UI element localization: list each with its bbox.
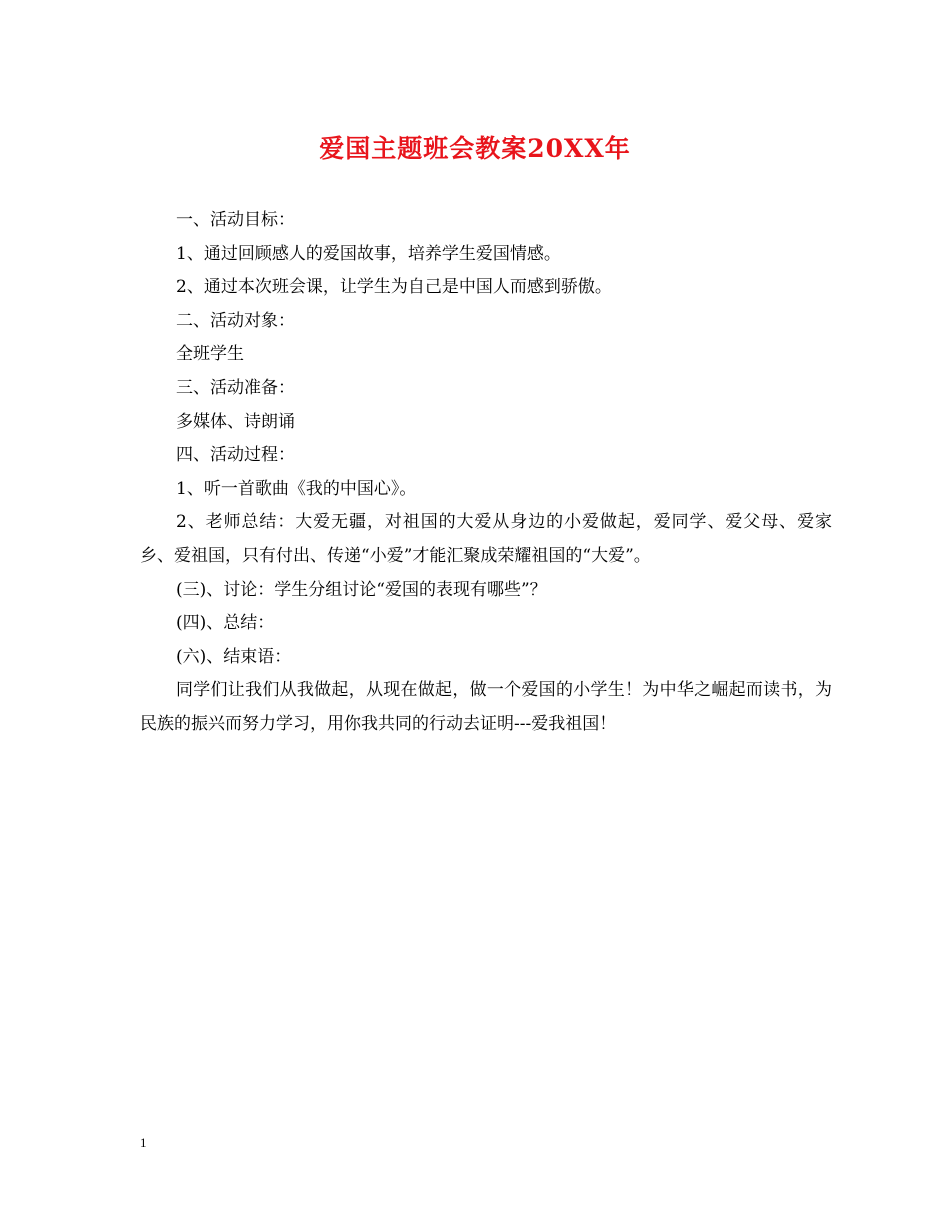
paragraph-process-1: 1、听一首歌曲《我的中国心》。 xyxy=(176,478,417,499)
paragraph-closing-heading: (六)、结束语： xyxy=(176,646,292,667)
paragraph-goal-2: 2、通过本次班会课，让学生为自己是中国人而感到骄傲。 xyxy=(176,277,612,298)
paragraph-discussion: (三)、讨论：学生分组讨论“爱国的表现有哪些”？ xyxy=(176,579,547,600)
document-title: 爱国主题班会教案20XX年 xyxy=(319,134,631,163)
paragraph-section-4-heading: 四、活动过程： xyxy=(176,445,295,466)
paragraph-process-2: 2、老师总结：大爱无疆，对祖国的大爱从身边的小爱做起，爱同学、爱父母、爱家乡、爱祖国，只有付出、传递“小爱”才能汇聚成荣耀祖国的“大爱”。 xyxy=(140,512,832,566)
paragraph-preparation: 多媒体、诗朗诵 xyxy=(176,411,295,432)
page-number: 1 xyxy=(140,1135,147,1150)
paragraph-section-2-heading: 二、活动对象： xyxy=(176,310,295,331)
paragraph-summary-heading: (四)、总结： xyxy=(176,613,275,634)
paragraph-closing-remarks: 同学们让我们从我做起，从现在做起，做一个爱国的小学生！为中华之崛起而读书，为民族的振兴而努力学习，用你我共同的行动去证明---爱我祖国！ xyxy=(140,680,832,734)
paragraph-target-audience: 全班学生 xyxy=(176,344,244,365)
document-body xyxy=(140,204,832,742)
paragraph-section-3-heading: 三、活动准备： xyxy=(176,377,295,398)
paragraph-section-1-heading: 一、活动目标： xyxy=(176,210,295,230)
paragraph-goal-1: 1、通过回顾感人的爱国故事，培养学生爱国情感。 xyxy=(176,243,561,264)
